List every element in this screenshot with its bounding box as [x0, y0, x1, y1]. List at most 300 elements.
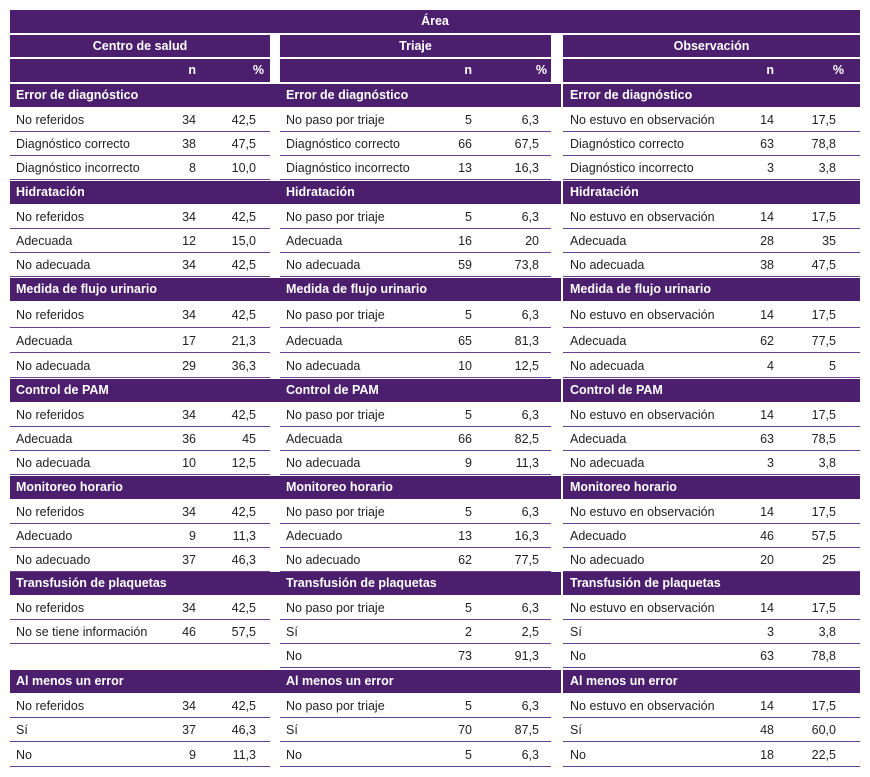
pct-value: 47,5 — [231, 137, 256, 151]
pct-value: 42,5 — [231, 258, 256, 272]
row-divider — [563, 352, 860, 353]
pct-value: 3,8 — [818, 456, 836, 470]
row-label: Adecuada — [286, 234, 343, 248]
pct-value: 67,5 — [514, 137, 539, 151]
n-value: 29 — [182, 359, 196, 373]
pct-value: 6,3 — [521, 699, 539, 713]
n-value: 5 — [465, 601, 472, 615]
group-title-band — [280, 572, 561, 595]
n-value: 63 — [760, 137, 774, 151]
pct-value: 21,3 — [231, 334, 256, 348]
n-value: 34 — [182, 308, 196, 322]
row-divider — [280, 450, 551, 451]
pct-value: 6,3 — [521, 748, 539, 762]
row-divider — [563, 474, 860, 475]
n-value: 38 — [760, 258, 774, 272]
row-divider — [280, 377, 551, 378]
row-divider — [280, 547, 551, 548]
row-divider — [563, 228, 860, 229]
row-label: No adecuada — [16, 456, 91, 470]
pct-value: 60,0 — [811, 723, 836, 737]
pct-value: 17,5 — [811, 505, 836, 519]
group-title: Transfusión de plaquetas — [286, 576, 437, 591]
row-label: Adecuada — [286, 432, 343, 446]
n-value: 62 — [458, 553, 472, 567]
n-value: 17 — [182, 334, 196, 348]
pct-value: 11,3 — [515, 456, 539, 470]
n-value: 34 — [182, 408, 196, 422]
row-label: Adecuada — [570, 234, 627, 248]
n-value: 34 — [182, 113, 196, 127]
row-divider — [10, 252, 270, 253]
n-value: 14 — [760, 113, 774, 127]
n-column-header: n — [766, 63, 774, 78]
pct-value: 81,3 — [514, 334, 539, 348]
row-divider — [280, 717, 551, 718]
row-divider — [280, 179, 551, 180]
pct-value: 42,5 — [231, 408, 256, 422]
row-label: No adecuada — [286, 456, 361, 470]
n-value: 36 — [182, 432, 196, 446]
row-label: No adecuada — [286, 258, 361, 272]
n-value: 13 — [458, 161, 472, 175]
pct-value: 15,0 — [231, 234, 256, 248]
pct-value: 73,8 — [514, 258, 539, 272]
group-title: Hidratación — [16, 185, 85, 200]
pct-value: 22,5 — [811, 748, 836, 762]
pct-value: 91,3 — [514, 649, 539, 663]
group-title-band — [10, 670, 280, 693]
group-title-band — [280, 670, 561, 693]
row-label: Diagnóstico correcto — [16, 137, 130, 151]
group-title: Error de diagnóstico — [16, 88, 139, 103]
row-label: Sí — [570, 625, 582, 639]
row-label: No paso por triaje — [286, 505, 385, 519]
row-divider — [10, 426, 270, 427]
row-label: No estuvo en observación — [570, 210, 715, 224]
row-label: No adecuada — [570, 359, 645, 373]
row-label: No — [286, 748, 302, 762]
pct-column-header: % — [535, 63, 547, 78]
group-title-band — [280, 181, 561, 204]
row-divider — [280, 131, 551, 132]
n-value: 14 — [760, 210, 774, 224]
row-label: No estuvo en observación — [570, 699, 715, 713]
section-header-2 — [280, 35, 551, 57]
row-label: Sí — [16, 723, 28, 737]
group-title: Medida de flujo urinario — [16, 282, 157, 297]
row-divider — [563, 766, 860, 767]
row-divider — [280, 228, 551, 229]
row-label: Adecuado — [570, 529, 627, 543]
n-value: 16 — [458, 234, 472, 248]
pct-value: 6,3 — [521, 308, 539, 322]
row-label: Adecuada — [16, 334, 73, 348]
row-divider — [10, 717, 270, 718]
n-value: 5 — [465, 210, 472, 224]
pct-value: 42,5 — [231, 601, 256, 615]
group-title-band — [280, 278, 561, 301]
pct-column-header: % — [252, 63, 264, 78]
row-divider — [563, 741, 860, 742]
row-label: Sí — [570, 723, 582, 737]
row-divider — [10, 377, 270, 378]
group-title: Control de PAM — [286, 383, 379, 398]
pct-value: 45 — [242, 432, 256, 446]
pct-value: 78,5 — [811, 432, 836, 446]
pct-value: 82,5 — [514, 432, 539, 446]
row-divider — [280, 667, 551, 668]
n-value: 9 — [465, 456, 472, 470]
row-divider — [280, 252, 551, 253]
n-value: 5 — [465, 699, 472, 713]
pct-value: 17,5 — [811, 601, 836, 615]
pct-value: 42,5 — [231, 505, 256, 519]
group-title-band — [563, 181, 860, 204]
row-label: No referidos — [16, 601, 85, 615]
row-divider — [563, 377, 860, 378]
row-label: No paso por triaje — [286, 113, 385, 127]
pct-value: 17,5 — [811, 408, 836, 422]
n-value: 5 — [465, 748, 472, 762]
n-column-header: n — [188, 63, 196, 78]
row-label: No paso por triaje — [286, 408, 385, 422]
row-label: No paso por triaje — [286, 699, 385, 713]
row-divider — [10, 474, 270, 475]
pct-value: 57,5 — [231, 625, 256, 639]
n-value: 5 — [465, 505, 472, 519]
pct-value: 42,5 — [231, 210, 256, 224]
pct-value: 3,8 — [818, 161, 836, 175]
group-title: Al menos un error — [286, 674, 394, 689]
n-value: 2 — [465, 625, 472, 639]
pct-value: 78,8 — [811, 649, 836, 663]
n-value: 4 — [767, 359, 774, 373]
group-title-band — [563, 84, 860, 107]
section-name: Centro de salud — [92, 38, 188, 53]
row-divider — [563, 523, 860, 524]
n-value: 14 — [760, 699, 774, 713]
row-divider — [563, 131, 860, 132]
row-divider — [563, 643, 860, 644]
n-value: 3 — [767, 456, 774, 470]
n-value: 34 — [182, 505, 196, 519]
section-columns-3 — [563, 59, 860, 82]
row-label: No — [570, 748, 586, 762]
row-divider — [10, 741, 270, 742]
pct-value: 11,3 — [232, 748, 256, 762]
group-title: Monitoreo horario — [286, 480, 393, 495]
n-value: 10 — [182, 456, 196, 470]
row-divider — [10, 547, 270, 548]
section-columns-2 — [280, 59, 551, 82]
row-divider — [10, 450, 270, 451]
group-title: Control de PAM — [570, 383, 663, 398]
n-column-header: n — [464, 63, 472, 78]
row-label: No paso por triaje — [286, 601, 385, 615]
row-divider — [10, 131, 270, 132]
n-value: 14 — [760, 601, 774, 615]
group-title: Medida de flujo urinario — [570, 282, 711, 297]
n-value: 34 — [182, 601, 196, 615]
row-label: No referidos — [16, 408, 85, 422]
pct-value: 2,5 — [521, 625, 539, 639]
n-value: 65 — [458, 334, 472, 348]
pct-value: 77,5 — [811, 334, 836, 348]
n-value: 48 — [760, 723, 774, 737]
group-title-band — [563, 670, 860, 693]
row-divider — [280, 327, 551, 328]
row-label: Diagnóstico incorrecto — [570, 161, 694, 175]
group-title-band — [563, 476, 860, 499]
group-title: Hidratación — [570, 185, 639, 200]
row-divider — [563, 327, 860, 328]
row-divider — [280, 474, 551, 475]
row-divider — [280, 766, 551, 767]
pct-value: 16,3 — [514, 529, 539, 543]
row-label: No paso por triaje — [286, 210, 385, 224]
n-value: 38 — [182, 137, 196, 151]
pct-value: 17,5 — [811, 308, 836, 322]
pct-value: 17,5 — [811, 699, 836, 713]
pct-value: 17,5 — [811, 210, 836, 224]
pct-value: 25 — [822, 553, 836, 567]
section-header-1 — [10, 35, 270, 57]
pct-value: 36,3 — [231, 359, 256, 373]
n-value: 5 — [465, 113, 472, 127]
pct-value: 47,5 — [811, 258, 836, 272]
n-value: 73 — [458, 649, 472, 663]
row-label: Adecuada — [16, 234, 73, 248]
section-name: Observación — [673, 38, 750, 53]
row-label: No se tiene información — [16, 625, 148, 639]
row-divider — [10, 643, 270, 644]
group-title-band — [10, 181, 280, 204]
n-value: 3 — [767, 161, 774, 175]
pct-value: 57,5 — [811, 529, 836, 543]
group-title: Medida de flujo urinario — [286, 282, 427, 297]
row-label: No estuvo en observación — [570, 408, 715, 422]
group-title-band — [563, 278, 860, 301]
row-label: Sí — [286, 625, 298, 639]
row-divider — [10, 276, 270, 277]
pct-value: 12,5 — [514, 359, 539, 373]
group-title-band — [10, 84, 280, 107]
row-label: Diagnóstico correcto — [286, 137, 400, 151]
row-divider — [10, 352, 270, 353]
row-divider — [10, 179, 270, 180]
group-title-band — [10, 572, 280, 595]
row-divider — [280, 523, 551, 524]
n-value: 34 — [182, 258, 196, 272]
row-label: No estuvo en observación — [570, 113, 715, 127]
n-value: 70 — [458, 723, 472, 737]
row-label: Diagnóstico incorrecto — [286, 161, 410, 175]
row-label: No adecuada — [16, 258, 91, 272]
row-divider — [563, 426, 860, 427]
n-value: 66 — [458, 137, 472, 151]
row-divider — [10, 327, 270, 328]
row-label: Adecuada — [570, 432, 627, 446]
pct-value: 6,3 — [521, 113, 539, 127]
row-divider — [563, 619, 860, 620]
pct-value: 78,8 — [811, 137, 836, 151]
row-label: Diagnóstico incorrecto — [16, 161, 140, 175]
pct-value: 42,5 — [231, 699, 256, 713]
n-value: 62 — [760, 334, 774, 348]
row-divider — [563, 276, 860, 277]
n-value: 37 — [182, 553, 196, 567]
area-header — [10, 10, 860, 33]
row-divider — [563, 667, 860, 668]
row-label: No adecuada — [16, 359, 91, 373]
pct-value: 42,5 — [231, 308, 256, 322]
pct-value: 16,3 — [514, 161, 539, 175]
section-name: Triaje — [399, 38, 432, 53]
section-header-3 — [563, 35, 860, 57]
row-divider — [10, 766, 270, 767]
row-label: No adecuada — [570, 258, 645, 272]
group-title: Transfusión de plaquetas — [16, 576, 167, 591]
row-divider — [10, 523, 270, 524]
row-label: No referidos — [16, 308, 85, 322]
pct-value: 6,3 — [521, 505, 539, 519]
pct-value: 3,8 — [818, 625, 836, 639]
row-label: No adecuada — [286, 359, 361, 373]
row-label: Adecuado — [286, 529, 343, 543]
row-label: No — [16, 748, 32, 762]
n-value: 12 — [182, 234, 196, 248]
group-title: Al menos un error — [16, 674, 124, 689]
row-divider — [563, 252, 860, 253]
pct-value: 87,5 — [514, 723, 539, 737]
row-label: No adecuado — [16, 553, 91, 567]
pct-value: 12,5 — [231, 456, 256, 470]
n-value: 63 — [760, 432, 774, 446]
n-value: 14 — [760, 505, 774, 519]
group-title: Control de PAM — [16, 383, 109, 398]
group-title: Monitoreo horario — [570, 480, 677, 495]
row-divider — [563, 450, 860, 451]
row-label: No referidos — [16, 505, 85, 519]
row-divider — [10, 619, 270, 620]
row-divider — [280, 276, 551, 277]
pct-value: 77,5 — [514, 553, 539, 567]
row-label: No referidos — [16, 699, 85, 713]
row-divider — [280, 741, 551, 742]
pct-value: 42,5 — [231, 113, 256, 127]
group-title: Transfusión de plaquetas — [570, 576, 721, 591]
group-title-band — [280, 379, 561, 402]
row-label: No estuvo en observación — [570, 308, 715, 322]
n-value: 46 — [760, 529, 774, 543]
group-title: Error de diagnóstico — [286, 88, 409, 103]
pct-column-header: % — [832, 63, 844, 78]
row-label: No adecuada — [570, 456, 645, 470]
n-value: 13 — [458, 529, 472, 543]
row-divider — [10, 228, 270, 229]
group-title: Error de diagnóstico — [570, 88, 693, 103]
n-value: 5 — [465, 408, 472, 422]
n-value: 34 — [182, 699, 196, 713]
n-value: 66 — [458, 432, 472, 446]
group-title-band — [280, 476, 561, 499]
row-divider — [280, 352, 551, 353]
row-label: Adecuado — [16, 529, 73, 543]
n-value: 18 — [760, 748, 774, 762]
row-label: No — [570, 649, 586, 663]
n-value: 20 — [760, 553, 774, 567]
pct-value: 20 — [525, 234, 539, 248]
row-divider — [10, 155, 270, 156]
row-divider — [280, 155, 551, 156]
pct-value: 5 — [829, 359, 836, 373]
n-value: 34 — [182, 210, 196, 224]
row-label: No referidos — [16, 210, 85, 224]
n-value: 59 — [458, 258, 472, 272]
row-divider — [280, 426, 551, 427]
n-value: 5 — [465, 308, 472, 322]
pct-value: 10,0 — [231, 161, 256, 175]
n-value: 14 — [760, 408, 774, 422]
pct-value: 11,3 — [232, 529, 256, 543]
group-title-band — [10, 379, 280, 402]
row-label: Adecuada — [16, 432, 73, 446]
row-label: No — [286, 649, 302, 663]
row-label: No adecuado — [286, 553, 361, 567]
row-label: No adecuado — [570, 553, 645, 567]
row-divider — [563, 155, 860, 156]
n-value: 37 — [182, 723, 196, 737]
n-value: 8 — [189, 161, 196, 175]
pct-value: 46,3 — [231, 553, 256, 567]
section-columns-1 — [10, 59, 270, 82]
n-value: 3 — [767, 625, 774, 639]
n-value: 63 — [760, 649, 774, 663]
row-divider — [280, 643, 551, 644]
row-label: Sí — [286, 723, 298, 737]
area-title: Área — [421, 14, 449, 29]
n-value: 9 — [189, 529, 196, 543]
group-title-band — [563, 572, 860, 595]
row-divider — [563, 547, 860, 548]
n-value: 14 — [760, 308, 774, 322]
pct-value: 35 — [822, 234, 836, 248]
row-divider — [563, 179, 860, 180]
n-value: 28 — [760, 234, 774, 248]
group-title: Al menos un error — [570, 674, 678, 689]
row-label: No paso por triaje — [286, 308, 385, 322]
group-title-band — [10, 476, 280, 499]
pct-value: 6,3 — [521, 601, 539, 615]
pct-value: 46,3 — [231, 723, 256, 737]
group-title-band — [563, 379, 860, 402]
group-title-band — [280, 84, 561, 107]
row-label: Diagnóstico correcto — [570, 137, 684, 151]
pct-value: 6,3 — [521, 408, 539, 422]
n-value: 10 — [458, 359, 472, 373]
group-title: Hidratación — [286, 185, 355, 200]
row-divider — [280, 619, 551, 620]
row-label: No estuvo en observación — [570, 505, 715, 519]
row-label: No estuvo en observación — [570, 601, 715, 615]
row-label: No referidos — [16, 113, 85, 127]
group-title: Monitoreo horario — [16, 480, 123, 495]
row-label: Adecuada — [570, 334, 627, 348]
n-value: 9 — [189, 748, 196, 762]
row-label: Adecuada — [286, 334, 343, 348]
pct-value: 6,3 — [521, 210, 539, 224]
